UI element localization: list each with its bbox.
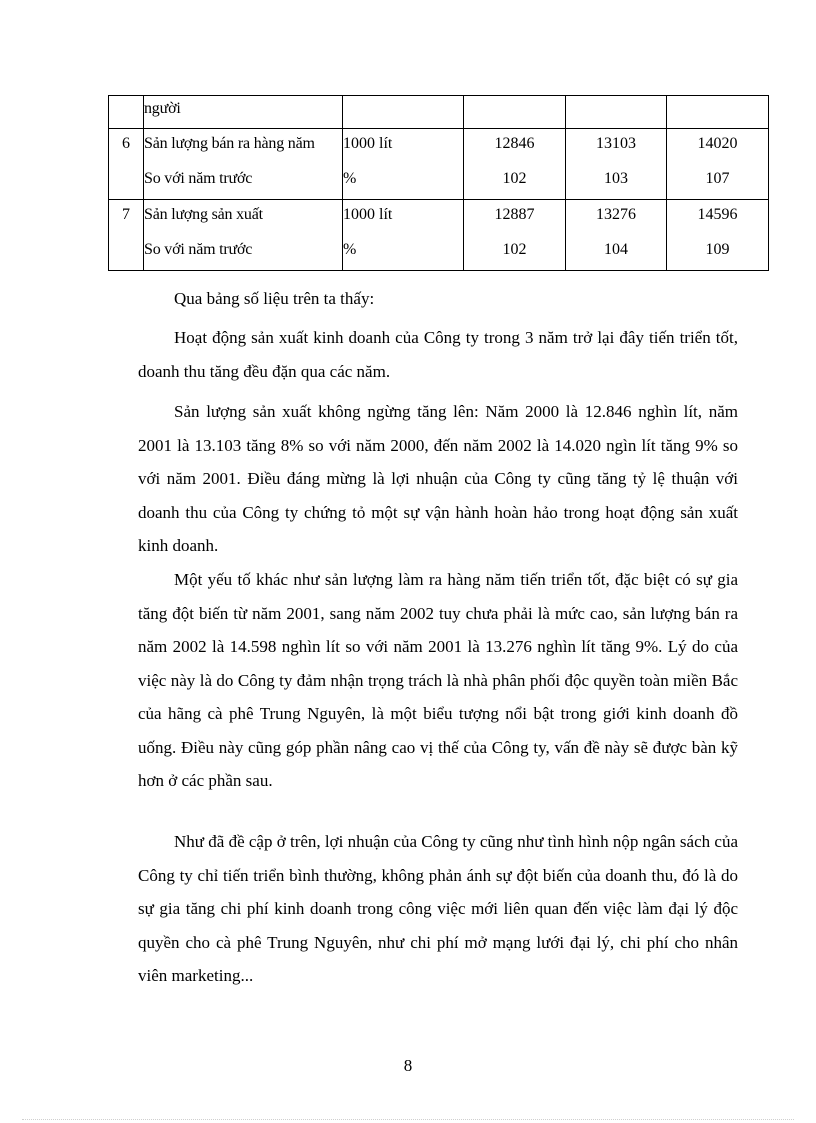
value: 12887 — [494, 206, 535, 223]
row-number-cell — [109, 129, 144, 200]
paragraph-2: Sản lượng sản xuất không ngừng tăng lên: Năm 2000 là 12.846 nghìn lít, năm 2001 là 13.103 tăng 8% so với năm 2000, đến năm 2002 là 14.020 ngìn lít tăng 9% so với năm 2001. Điều đáng mừng là lợi nhuận của Công ty cũng tăng tỷ lệ thuận với doanh thu của Công ty chứng tỏ một sự vận hành hoàn hảo trong hoạt động sản xuất kinh doanh. — [138, 402, 738, 555]
value-cell-2002 — [667, 200, 769, 271]
percent: 104 — [604, 241, 628, 258]
indicator-cell — [144, 200, 343, 271]
paragraph-1: Hoạt động sản xuất kinh doanh của Công ty trong 3 năm trở lại đây tiến triển tốt, doanh thu tăng đều đặn qua các năm. — [138, 328, 738, 381]
unit-percent: % — [343, 170, 357, 187]
row-number-cell — [109, 200, 144, 271]
value-cell-2001 — [566, 129, 667, 200]
indicator-comparison: So với năm trước — [144, 170, 253, 187]
value-cell-2001 — [566, 200, 667, 271]
value: 12846 — [494, 135, 535, 152]
value-cell-2002 — [667, 129, 769, 200]
value-cell-2001 — [566, 96, 667, 129]
unit-cell — [343, 129, 464, 200]
percent: 107 — [705, 170, 730, 187]
indicator-comparison: So với năm trước — [144, 241, 253, 258]
row-number-cell — [109, 96, 144, 129]
unit-cell — [343, 200, 464, 271]
value: 13103 — [596, 135, 636, 152]
percent: 102 — [502, 170, 527, 187]
row-number: 7 — [122, 206, 130, 223]
paragraph-3: Một yếu tố khác như sản lượng làm ra hàng năm tiến triển tốt, đặc biệt có sự gia tăng đột biến từ năm 2001, sang năm 2002 tuy chưa phải là mức cao, sản lượng bán ra năm 2002 là 14.598 nghìn lít so với năm 2001 là 13.276 nghìn lít tăng 9%. Lý do của việc này là do Công ty đảm nhận trọng trách là nhà phân phối độc quyền toàn miền Bắc của hãng cà phê Trung Nguyên, là một biểu tượng nổi bật trong giới kinh doanh đồ uống. Điều này cũng góp phần nâng cao vị thế của Công ty, vấn đề này sẽ được bàn kỹ hơn ở các phần sau. — [138, 570, 738, 790]
value-cell-2000 — [464, 129, 566, 200]
percent: 109 — [705, 241, 730, 258]
percent: 102 — [502, 241, 527, 258]
value-cell-2002 — [667, 96, 769, 129]
intro-paragraph: Qua bảng số liệu trên ta thấy: — [174, 289, 375, 308]
unit-percent: % — [343, 241, 357, 258]
row-number: 6 — [122, 135, 130, 152]
indicator-cell — [144, 96, 343, 129]
unit-value: 1000 lít — [343, 206, 393, 223]
table-row — [109, 200, 769, 271]
page-bottom-divider — [22, 1119, 794, 1120]
value: 14020 — [697, 135, 738, 152]
table-row — [109, 96, 769, 129]
indicator-name: Sản lượng sản xuất — [144, 206, 263, 223]
unit-value: 1000 lít — [343, 135, 393, 152]
value-cell-2000 — [464, 96, 566, 129]
percent: 103 — [604, 170, 628, 187]
table-row — [109, 129, 769, 200]
value-cell-2000 — [464, 200, 566, 271]
indicator-cell — [144, 129, 343, 200]
paragraph-4: Như đã đề cập ở trên, lợi nhuận của Công ty cũng như tình hình nộp ngân sách của Công ty chỉ tiến triển bình thường, không phản ánh sự đột biến của doanh thu, đó là do sự gia tăng chi phí kinh doanh trong công việc mới liên quan đến việc làm đại lý độc quyền cho cà phê Trung Nguyên, như chi phí mở mạng lưới đại lý, chi phí cho nhân viên marketing... — [138, 832, 738, 985]
indicator-name: người — [144, 100, 181, 117]
page-number: 8 — [403, 1056, 413, 1075]
value: 14596 — [697, 206, 738, 223]
unit-cell — [343, 96, 464, 129]
indicator-name: Sản lượng bán ra hàng năm — [144, 135, 315, 152]
value: 13276 — [596, 206, 636, 223]
data-table — [108, 95, 769, 271]
